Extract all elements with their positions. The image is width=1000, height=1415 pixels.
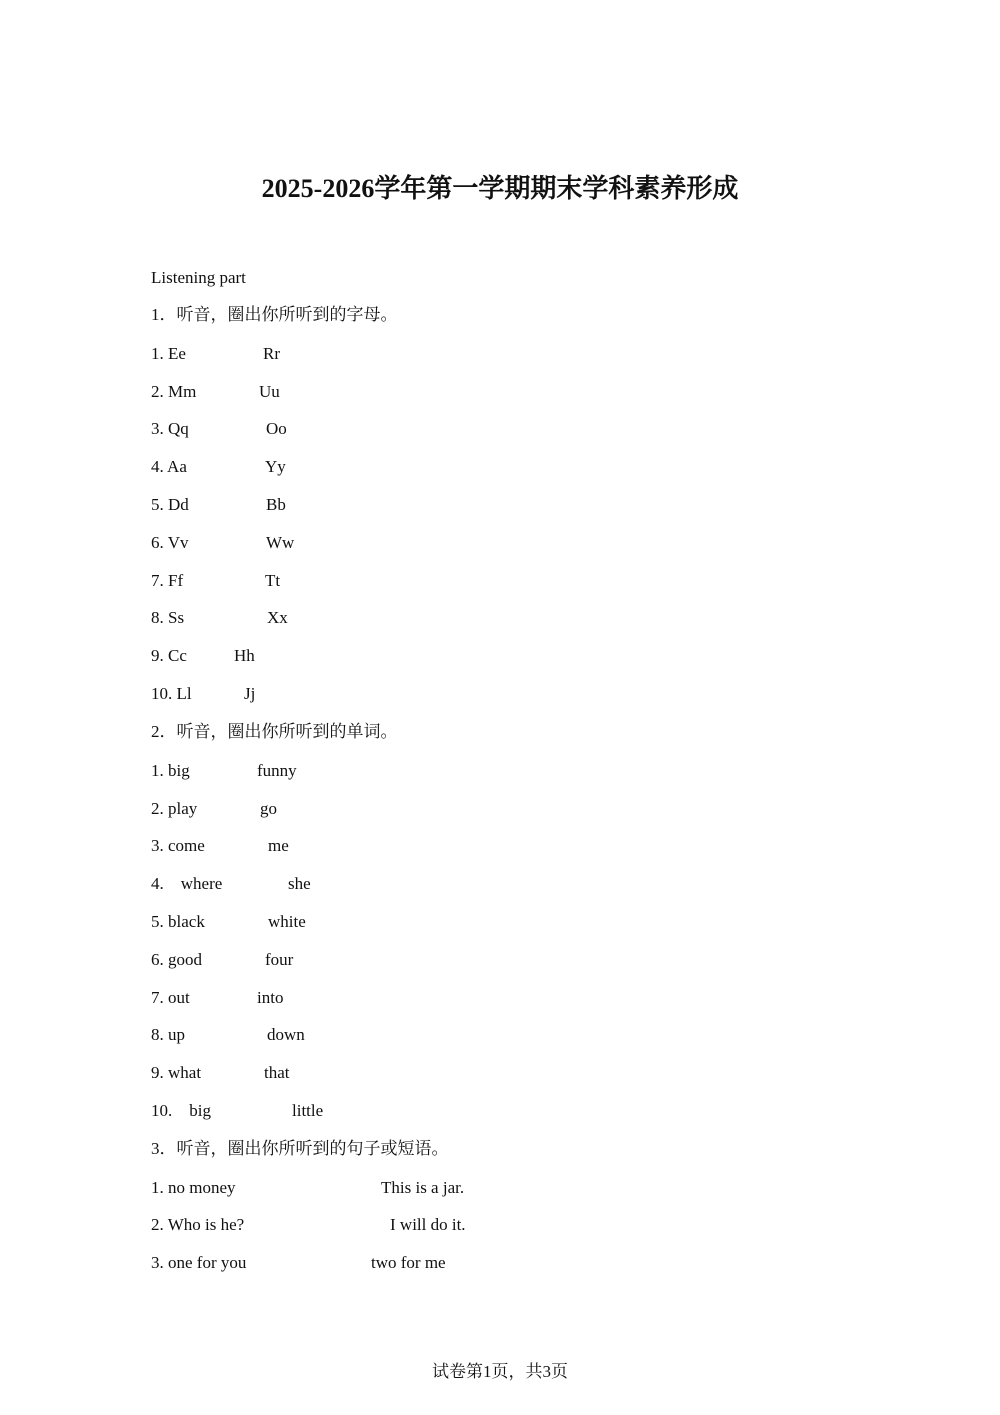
option-b: into — [257, 988, 284, 1007]
option-b: me — [268, 836, 289, 855]
option-a: 6. Vv — [151, 533, 189, 552]
option-b: down — [267, 1025, 305, 1044]
section3-heading: 3．听音，圈出你所听到的句子或短语。 — [151, 1139, 449, 1158]
option-b: Oo — [266, 419, 287, 438]
option-b: white — [268, 912, 306, 931]
option-b: two for me — [371, 1253, 446, 1272]
listening-part-label: Listening part — [151, 268, 246, 287]
option-b: Bb — [266, 495, 286, 514]
option-b: Xx — [267, 608, 288, 627]
option-a: 5. black — [151, 912, 205, 931]
option-b: Rr — [263, 344, 280, 363]
option-a: 2. Mm — [151, 382, 197, 401]
option-b: little — [292, 1101, 324, 1120]
option-a: 3. Qq — [151, 419, 189, 438]
option-b: that — [264, 1063, 290, 1082]
option-a: 1. no money — [151, 1178, 236, 1197]
option-a: 2. play — [151, 799, 198, 818]
page-title: 2025-2026学年第一学期期末学科素养形成 — [261, 174, 739, 203]
option-a: 3. one for you — [151, 1253, 247, 1272]
option-b: Jj — [244, 684, 256, 703]
option-a: 1. Ee — [151, 344, 186, 363]
option-a: 4. Aa — [151, 457, 187, 476]
option-a: 7. Ff — [151, 571, 184, 590]
option-a: 7. out — [151, 988, 190, 1007]
option-b: Uu — [259, 382, 280, 401]
option-b: Tt — [265, 571, 281, 590]
option-a: 8. up — [151, 1025, 185, 1044]
option-a: 8. Ss — [151, 608, 185, 627]
page-footer: 试卷第1页，共3页 — [432, 1362, 568, 1381]
option-a: 9. what — [151, 1063, 202, 1082]
option-b: Yy — [265, 457, 286, 476]
option-b: she — [288, 874, 311, 893]
option-b: funny — [257, 761, 297, 780]
option-a: 6. good — [151, 950, 202, 969]
option-a: 4. where — [151, 874, 223, 893]
option-a: 9. Cc — [151, 646, 187, 665]
option-a: 10. Ll — [151, 684, 192, 703]
option-a: 1. big — [151, 761, 190, 780]
section1-heading: 1．听音，圈出你所听到的字母。 — [151, 305, 398, 324]
option-b: I will do it. — [390, 1215, 466, 1234]
option-b: four — [265, 950, 294, 969]
option-b: Ww — [266, 533, 295, 552]
option-a: 2. Who is he? — [151, 1215, 245, 1234]
option-b: go — [260, 799, 277, 818]
section2-heading: 2．听音，圈出你所听到的单词。 — [151, 722, 398, 741]
option-a: 3. come — [151, 836, 205, 855]
option-b: This is a jar. — [381, 1178, 465, 1197]
option-a: 10. big — [151, 1101, 211, 1120]
option-a: 5. Dd — [151, 495, 189, 514]
option-b: Hh — [234, 646, 255, 665]
